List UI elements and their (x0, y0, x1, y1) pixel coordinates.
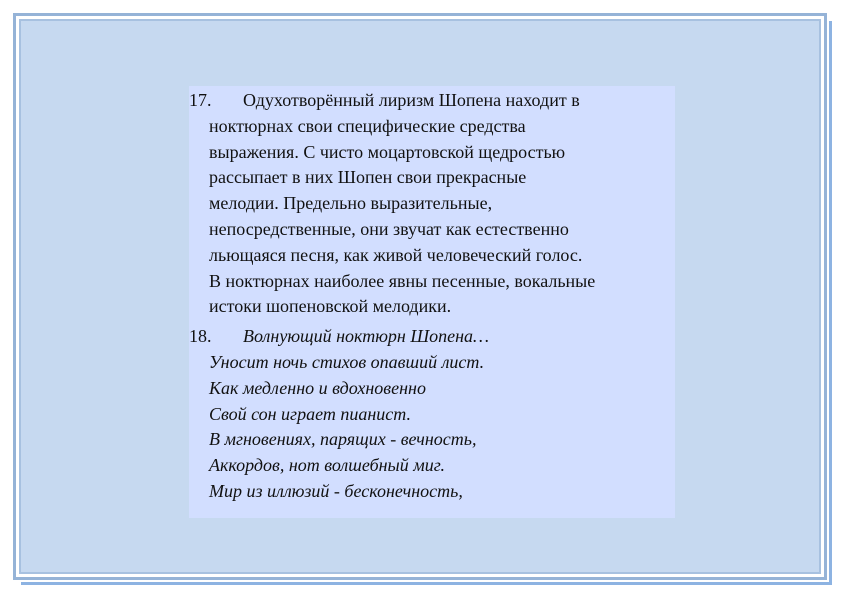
poem-line: Волнующий ноктюрн Шопена… (243, 326, 490, 347)
poem-line: Аккордов, нот волшебный миг. (209, 455, 446, 476)
prose-line: истоки шопеновской мелодики. (209, 296, 452, 317)
text-box (189, 86, 675, 518)
item-number: 18. (189, 326, 212, 347)
prose-line: выражения. С чисто моцартовской щедростью (209, 141, 566, 162)
poem-line: Уносит ночь стихов опавший лист. (209, 351, 485, 372)
prose-line: непосредственные, они звучат как естественно (209, 218, 569, 239)
prose-line: Одухотворённый лиризм Шопена находит в (243, 90, 580, 110)
prose-line: мелодии. Предельно выразительные, (209, 193, 493, 214)
item-number: 17. (189, 90, 212, 110)
poem-line: В мгновениях, парящих - вечность, (209, 429, 477, 450)
list-item-18 (189, 324, 675, 505)
prose-line: рассыпает в них Шопен свои прекрасные (209, 167, 527, 188)
prose-line: ноктюрнах свои специфические средства (209, 115, 526, 136)
list-item-17 (189, 88, 675, 320)
poem-line: Свой сон играет пианист. (209, 403, 411, 424)
prose-line: льющаяся песня, как живой человеческий голос. (209, 244, 583, 265)
prose-line: В ноктюрнах наиболее явны песенные, вокальные (209, 270, 596, 291)
poem-line: Как медленно и вдохновенно (209, 377, 426, 398)
poem-line: Мир из иллюзий - бесконечность, (209, 480, 463, 501)
slide (13, 13, 827, 580)
